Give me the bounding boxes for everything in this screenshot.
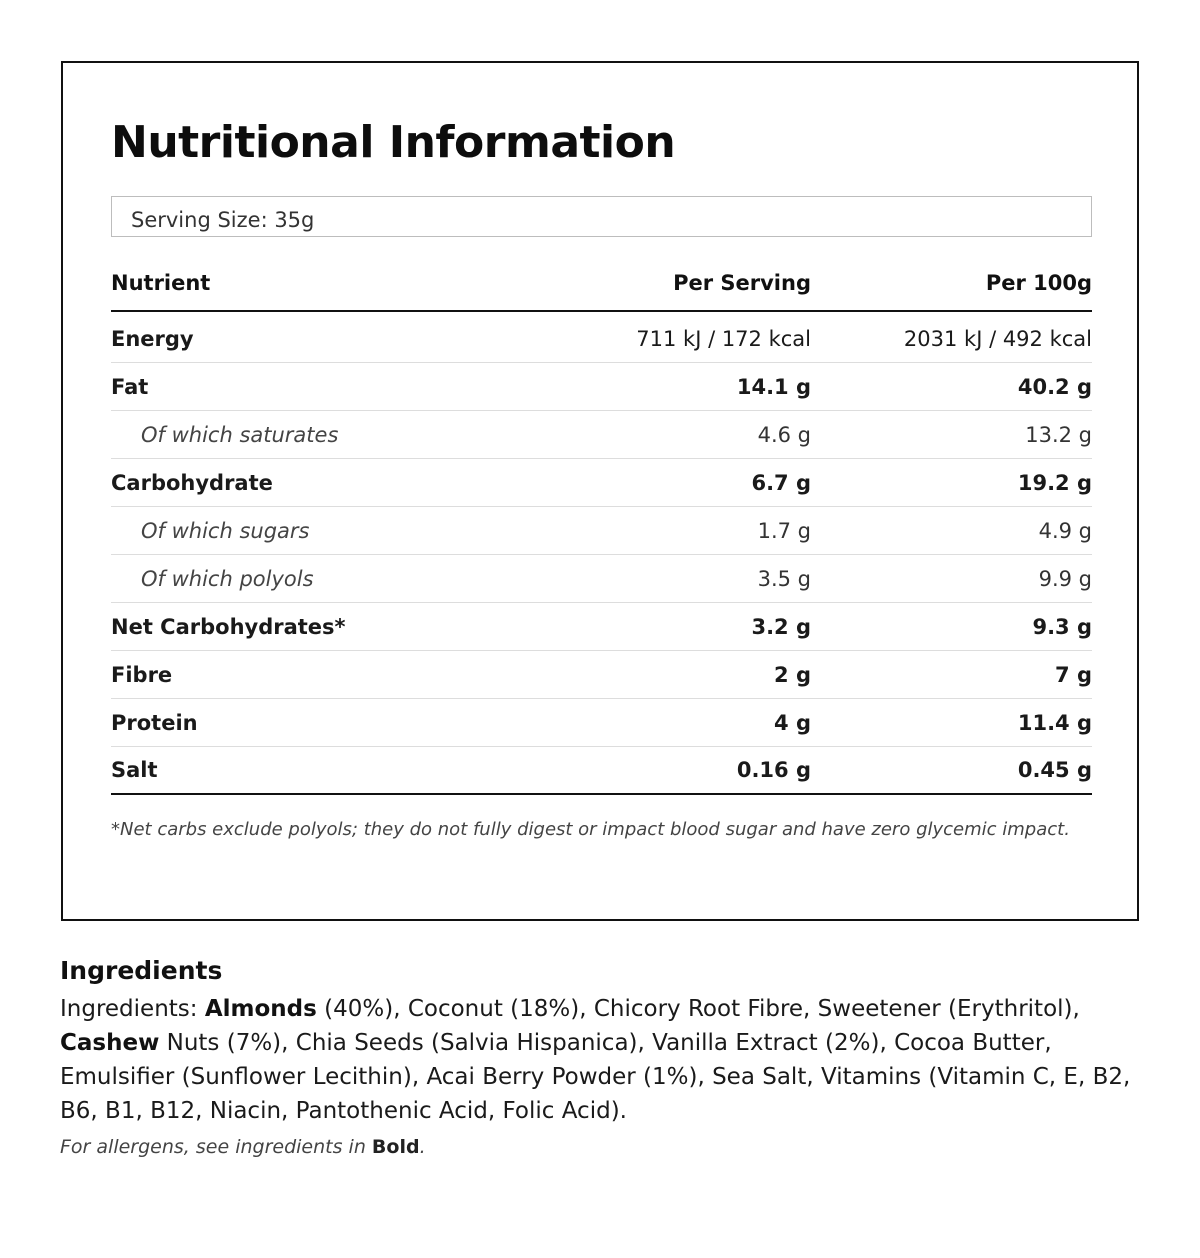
ingredients-text <box>60 992 1140 1128</box>
allergen-cashew: Cashew <box>60 1030 160 1056</box>
table-row <box>111 363 1092 411</box>
nutrient-name: Of which sugars <box>141 518 310 543</box>
ingredients-prefix: Ingredients: <box>60 996 205 1022</box>
table-row <box>111 699 1092 747</box>
per-100g-value: 7 g <box>1055 662 1092 687</box>
page-title: Nutritional Information <box>111 117 676 168</box>
nutrient-name: Fat <box>111 374 149 399</box>
per-serving-value: 4.6 g <box>757 422 811 447</box>
nutrient-name: Protein <box>111 710 198 735</box>
per-100g-value: 9.9 g <box>1038 566 1092 591</box>
ingredients-part-1: (40%), Coconut (18%), Chicory Root Fibre, Sweetener (Erythritol), <box>316 996 1080 1022</box>
nutrient-name: Salt <box>111 758 158 782</box>
table-header <box>111 255 1092 312</box>
nutrient-name: Carbohydrate <box>111 470 273 495</box>
per-serving-value: 0.16 g <box>736 758 811 782</box>
nutrition-table <box>111 255 1092 795</box>
table-row <box>111 603 1092 651</box>
per-100g-value: 9.3 g <box>1032 614 1092 639</box>
per-100g-value: 0.45 g <box>1017 758 1092 782</box>
nutrient-name: Of which saturates <box>141 422 339 447</box>
nutrient-name: Of which polyols <box>141 566 314 591</box>
table-row <box>111 312 1092 363</box>
allergen-almonds: Almonds <box>204 996 317 1022</box>
allergen-note-end: . <box>419 1136 426 1158</box>
column-header-per-serving: Per Serving <box>673 270 811 295</box>
table-row <box>111 747 1092 795</box>
per-serving-value: 2 g <box>774 662 811 687</box>
table-row <box>111 507 1092 555</box>
per-serving-value: 3.2 g <box>751 614 811 639</box>
nutrition-panel <box>61 61 1139 921</box>
per-100g-value: 40.2 g <box>1017 374 1092 399</box>
per-serving-value: 14.1 g <box>736 374 811 399</box>
per-100g-value: 4.9 g <box>1038 518 1092 543</box>
nutrient-name: Energy <box>111 326 194 351</box>
table-row <box>111 555 1092 603</box>
table-row <box>111 411 1092 459</box>
per-100g-value: 11.4 g <box>1017 710 1092 735</box>
per-100g-value: 19.2 g <box>1017 470 1092 495</box>
net-carbs-footnote: *Net carbs exclude polyols; they do not fully digest or impact blood sugar and have zero glycemic impact. <box>111 819 1070 840</box>
serving-size-box: Serving Size: 35g <box>111 196 1092 237</box>
ingredients-heading: Ingredients <box>60 956 223 985</box>
per-serving-value: 4 g <box>774 710 811 735</box>
column-header-per-100g: Per 100g <box>985 270 1092 295</box>
per-serving-value: 3.5 g <box>757 566 811 591</box>
ingredients-part-2: Nuts (7%), Chia Seeds (Salvia Hispanica), Vanilla Extract (2%), Cocoa Butter, Emulsifier (Sunflower Lecithin), Acai Berry Powder (1%), Sea Salt, Vitamins (Vitamin C, E, B2, B6, B1, B12, Niacin, Pantothenic Acid, Folic Acid). <box>60 1030 1131 1124</box>
allergen-note <box>60 1133 426 1161</box>
allergen-note-text: For allergens, see ingredients in <box>60 1136 372 1158</box>
per-serving-value: 1.7 g <box>757 518 811 543</box>
allergen-note-bold: Bold <box>371 1136 420 1158</box>
table-row <box>111 651 1092 699</box>
nutrient-name: Net Carbohydrates* <box>111 614 346 639</box>
per-serving-value: 711 kJ / 172 kcal <box>636 326 811 351</box>
nutrient-name: Fibre <box>111 662 173 687</box>
per-100g-value: 2031 kJ / 492 kcal <box>903 326 1092 351</box>
column-header-nutrient: Nutrient <box>111 270 211 295</box>
table-row <box>111 459 1092 507</box>
per-100g-value: 13.2 g <box>1025 422 1092 447</box>
per-serving-value: 6.7 g <box>751 470 811 495</box>
